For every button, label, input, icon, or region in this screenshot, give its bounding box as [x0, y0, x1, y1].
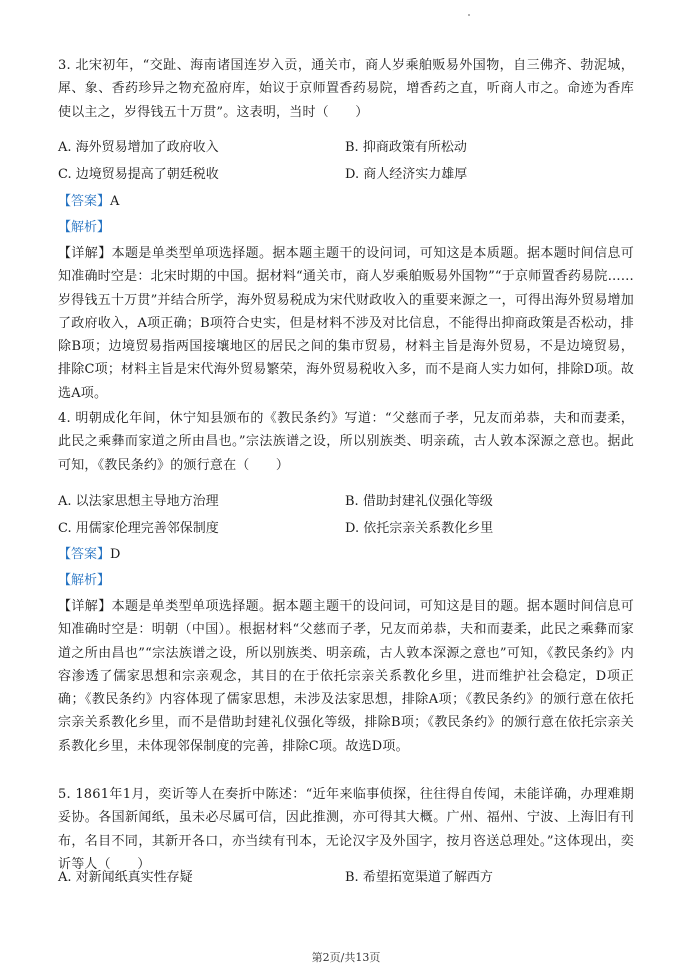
q4-analysis-label: 【解析】	[58, 573, 111, 588]
q3-analysis-label: 【解析】	[58, 220, 111, 235]
q3-option-c: C. 边境贸易提高了朝廷税收	[58, 167, 219, 182]
answer-value: A	[110, 194, 120, 209]
q4-stem: 4. 明朝成化年间，休宁知县颁布的《教民条约》写道：“父慈而子孝，兄友而弟恭，夫和而妻柔，此民之乘彝而家道之所由昌也。”宗法族谱之设，所以别族类、明亲疏，古人敦本深源之意也。据此可知，《教民条约》的颁行意在（ ）	[58, 411, 634, 473]
answer-label: 【答案】	[58, 547, 111, 562]
q3-detail: 【详解】本题是单类型单项选择题。据本题主题干的设问词，可知这是本质题。据本题时间信息可知准确时空是：北宋时期的中国。据材料“通关市，商人岁乘舶贩易外国物”“于京师置香药易院……岁得钱五十万贯”并结合所学，海外贸易税成为宋代财政收入的重要来源之一，可得出海外贸易增加了政府收入，A项正确；B项符合史实，但是材料不涉及对比信息，不能得出抑商政策是否松动，排除B项；边境贸易指两国接壤地区的居民之间的集市贸易，材料主旨是海外贸易，不是边境贸易，排除C项；材料主旨是宋代海外贸易繁荣，海外贸易税收入多，而不是商人实力如何，排除D项。故选A项。	[58, 246, 634, 401]
q3-stem: 3. 北宋初年，“交趾、海南诸国连岁入贡，通关市，商人岁乘舶贩易外国物，自三佛齐、勃泥城，犀、象、香药珍异之物充盈府库，始议于京师置香药易院，增香药之直，听商人市之。命迹为香库使以主之，岁得钱五十万贯”。这表明，当时（ ）	[58, 58, 634, 120]
q3-option-b: B. 抑商政策有所松动	[345, 140, 467, 155]
q4-option-a: A. 以法家思想主导地方治理	[58, 494, 219, 509]
q4-option-d: D. 依托宗亲关系教化乡里	[345, 521, 494, 536]
q3-option-d: D. 商人经济实力雄厚	[345, 167, 468, 182]
q4-detail: 【详解】本题是单类型单项选择题。据本题主题干的设问词，可知这是目的题。据本题时间信息可知准确时空是：明朝（中国）。根据材料“父慈而子孝，兄友而弟恭，夫和而妻柔，此民之乘彝而家道之所由昌也”“宗法族谱之设，所以别族类、明亲疏，古人敦本深源之意也”可知，《教民条约》内容渗透了儒家思想和宗亲观念，其目的在于依托宗亲关系教化乡里，进而维护社会稳定，D项正确；《教民条约》内容体现了儒家思想，未涉及法家思想，排除A项；《教民条约》的颁行意在依托宗亲关系教化乡里，而不是借助封建礼仪强化等级，排除B项；《教民条约》的颁行意在依托宗亲关系教化乡里，未体现邻保制度的完善，排除C项。故选D项。	[58, 599, 634, 754]
page-footer: 第2页/共13页	[311, 951, 381, 964]
answer-value: D	[110, 547, 121, 562]
q5-option-b: B. 希望拓宽渠道了解西方	[345, 870, 493, 885]
q4-option-c: C. 用儒家伦理完善邻保制度	[58, 521, 219, 536]
q5-option-a: A. 对新闻纸真实性存疑	[58, 870, 193, 885]
q3-option-a: A. 海外贸易增加了政府收入	[58, 140, 219, 155]
q5-stem: 5. 1861年1月，奕䜣等人在奏折中陈述：“近年来临事侦探，往往得自传闻，未能详确，办理难期妥协。各国新闻纸，虽未必尽属可信，因此推测，亦可得其大概。广州、福州、宁波、上海旧有刊布，名目不同，其新开各口，亦当续有刊本，无论汉字及外国字，按月咨送总理处。”这体现出，奕䜣等人（ ）	[58, 787, 634, 872]
scan-speck	[468, 14, 470, 16]
q4-option-b: B. 借助封建礼仪强化等级	[345, 494, 493, 509]
q4-answer	[58, 543, 120, 566]
q3-answer	[58, 190, 119, 213]
answer-label: 【答案】	[58, 194, 111, 209]
